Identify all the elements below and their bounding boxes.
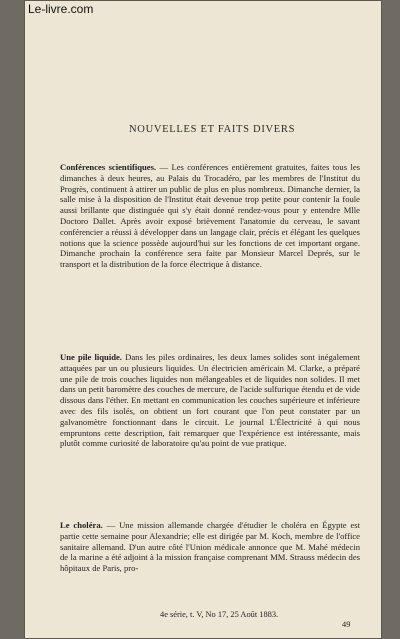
paragraph-lead: Une pile liquide. [60, 352, 122, 362]
paragraph-lead: Conférences scientifiques. [60, 162, 157, 172]
paragraph-text: — Une mission allemande chargée d'étudier le choléra en Égypte est partie cette semaine pour Alexandrie; elle est dirigée par M. Koch, membre de l'office sanitaire allemand. D'un autre côté l'Union médicale annonce que M. Mahé médecin de la marine a été adjoint à la mission française comprenant MM. Strauss médecin des hôpitaux de Paris, pro- [60, 520, 360, 574]
paragraph-text: — Les conférences entièrement gratuites, faites tous les dimanches à deux heures, au Palais du Trocadéro, par les membres de l'Institut du Progrès, continuent à attirer un public de plus en plus nombreux. Dimanche dernier, la salle mise à la disposition de l'Institut était devenue trop petite pour contenir la foule aussi brillante que distinguée qui s'y était donné rendez-vous pour y entendre Mlle Doctoro Dallet. Après avoir exposé brièvement l'anatomie du cerveau, le savant conférencier a réussi à développer dans un langage clair, précis et élégant les quelques notions que la science possède aujourd'hui sur les fonctions de cet important organe. Dimanche prochain la conférence sera faite par Monsieur Marcel Deprés, sur le transport et la distribution de la force électrique à distance. [60, 162, 360, 270]
footer-series: 4e série, t. V, No 17, 25 Août 1883. [160, 610, 279, 619]
paragraph-pile-liquide [60, 352, 360, 449]
document-page [24, 0, 382, 639]
article-title: NOUVELLES ET FAITS DIVERS [129, 124, 296, 135]
paragraph-lead: Le choléra. [60, 520, 103, 530]
paragraph-conferences [60, 162, 360, 270]
page-number: 49 [342, 620, 351, 629]
paragraph-text: Dans les piles ordinaires, les deux lames solides sont inégalement attaquées par un ou plusieurs liquides. Un électricien américain M. Clarke, a préparé une pile de trois couches liquides non mélangeables et de liquides non solides. Il met dans un petit baromètre des couches de mercure, de l'acide sulfurique étendu et de vide dissous dans l'éther. En mettant en communication les couches supérieure et inférieure avec des fils isolés, on obtient un fort courant que l'on peut constater par un galvanomètre fonctionnant dans le circuit. Le journal L'Électricité à qui nous empruntons cette description, fait remarquer que l'expérience est intéressante, mais plutôt comme curiosité de laboratoire qu'au point de vue pratique. [60, 352, 360, 449]
site-logo: Le-livre.com [28, 2, 94, 16]
paragraph-cholera [60, 520, 360, 574]
